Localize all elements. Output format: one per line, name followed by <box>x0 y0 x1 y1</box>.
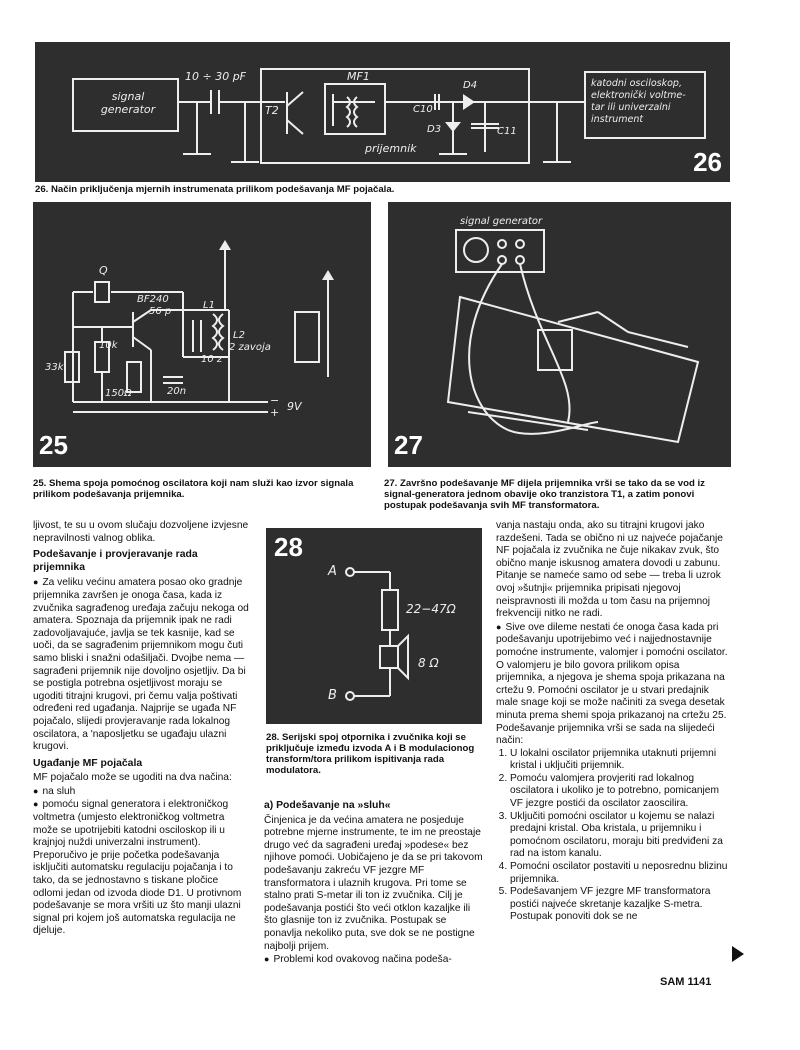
figure-26-caption: 26. Način priključenja mjernih instrumenata prilikom podešavanja MF pojačala. <box>35 184 395 195</box>
column-1 <box>33 520 251 938</box>
paragraph: Preporučivo je prije početka podešavanja isključiti automatsku regulaciju pojačanja i to tako, da se jednostavno s tiskane pločice odlomi jedan od izvoda diode D1. U protivnom podešavanje se mora vršiti uz što manji ulazni signal pri kojem još automatska regulacija ne djeluje. <box>33 849 242 937</box>
figure-28 <box>266 528 482 724</box>
coupling-capacitor-label: 10 ÷ 30 pF <box>185 70 247 83</box>
bullet-item: ● pomoću signal generatora i elektroničkog voltmetra (umjesto elektroničkog voltmetra može se upotrijebiti katodni osciloskop ili u krajnjoj nuždi univerzalni instrument). <box>33 798 251 849</box>
speaker-impedance-label: 8 Ω <box>418 656 439 670</box>
list-item: 2. Pomoću valomjera provjeriti rad lokalnog oscilatora i ukoliko je to potrebno, pomicanjem VF jezgre postići da oscilator zaoscilira. <box>510 773 728 811</box>
figure-28-caption: 28. Serijski spoj otpornika i zvučnika koji se priključuje između izvoda A i B modulacionog transform/tora prilikom ispitivanja rada modulatora. <box>266 732 475 776</box>
paragraph: vanja nastaju onda, ako su titrajni krugovi jako razdešeni. Tada se obično ni uz najveće pojačanje NF pojačala iz zvučnika ne čuje nikakav zvuk, što obično manje iskusnog amatera dovodi u zabunu. Pitanje se nameće samo od sebe — treba li uzrok ovoj »šutnji« prijemnika pripisati njegovoj neispravnosti ili možda u tom času na prijemnoj frekvenciji nitko ne radi. <box>496 520 723 620</box>
voltage-label: 9V <box>287 400 302 413</box>
signal-generator-label-27: signal generator <box>460 216 543 227</box>
instrument-line: tar ili univerzalni <box>591 102 671 113</box>
figure-25-number: 25 <box>39 430 68 460</box>
c11-label: C11 <box>497 126 517 137</box>
d3-label: D3 <box>427 124 442 135</box>
paragraph: ● Sive ove dileme nestati će onoga časa kada pri podešavanju upotrijebimo već i najjednostavnije pomoćne instrumente, valomjer i pomoćni oscilator. O valomjeru je bilo govora prilikom opisa prijemnika, a njegova je shema spoja prikazana na crtežu 9. Pomoćni oscilator je u stvari predajnik male snage koji se može načiniti za svega desetak minuta prema shemi spoja prikazanoj na crtežu 25. Podešavanje prijemnika vrši se sada na slijedeći način: <box>496 621 728 748</box>
c56-label: 56 p <box>149 306 172 317</box>
list-item: 1. U lokalni oscilator prijemnika utaknuti prijemni kristal i uključiti prijemnik. <box>510 748 728 773</box>
paragraph: Činjenica je da većina amatera ne posjeduje potrebne mjerne instrumente, te im ne preostaje drugo već da sagrađeni uređaj »podese« bez njihove pomoći. Uobičajeno je da se pri takovom podešavanju zakreću VF jezgre MF transformatora i ulaznih krugova. Pri tome se stalno prati S-metar ili ton iz zvučnika. Cilj je podešavanja postići što veći otklon kazaljke ili što glasnije ton iz zvučnika. Postupak se ponavlja nekoliko puta, sve dok se ne postigne najbolji prijem. <box>264 814 483 952</box>
figure-25-caption: 25. Shema spoja pomoćnog oscilatora koji nam služi kao izvor signala prilikom podešavanja prijemnika. <box>33 478 354 500</box>
section-heading: a) Podešavanje na »sluh« <box>264 800 391 811</box>
page-number: SAM 1141 <box>660 976 712 988</box>
instrument-line: katodni osciloskop, <box>591 78 682 89</box>
column-2 <box>264 796 484 967</box>
instrument-line: elektronički voltme- <box>591 90 686 101</box>
procedure-list <box>496 748 728 924</box>
paragraph: MF pojačalo može se ugoditi na dva načina: <box>33 772 232 784</box>
terminal-a-label: A <box>328 564 337 579</box>
c10-label: C10 <box>413 104 433 115</box>
figure-27-number: 27 <box>394 430 423 460</box>
receiver-label: prijemnik <box>365 142 417 155</box>
list-item: 3. Uključiti pomoćni oscilator u kojemu se nalazi predajni kristal. Oba kristala, u prijemniku i pomoćnom oscilatoru, moraju biti predviđeni za rad na istom kanalu. <box>510 811 728 861</box>
c10z-label: 10 z <box>201 354 223 365</box>
r10k-label: 10k <box>99 340 118 351</box>
bullet-item: ● na sluh <box>33 785 251 799</box>
figure-25-schematic <box>33 202 371 467</box>
figure-28-number: 28 <box>274 532 303 562</box>
paragraph: ● Problemi kod ovakovog načina podeša- <box>264 953 484 967</box>
section-heading: Ugađanje MF pojačala <box>33 757 143 769</box>
column-3 <box>496 520 728 924</box>
l2-label: L2 <box>233 330 245 341</box>
section-heading: Podešavanje i provjeravanje rada prijemnika <box>33 549 198 573</box>
c20n-label: 20n <box>167 386 187 397</box>
paragraph: ljivost, te su u ovom slučaju dozvoljene izvjesne nepravilnosti valnog oblika. <box>33 520 249 544</box>
list-item: 5. Podešavanjem VF jezgre MF transformatora postići najveće skretanje kazaljke S-metra. Postupak ponoviti dok se ne <box>510 886 728 924</box>
mf1-label: MF1 <box>347 70 370 83</box>
r150-label: 150Ω <box>105 388 132 399</box>
plus-label: + <box>270 406 280 419</box>
figure-26-number: 26 <box>693 147 722 177</box>
figure-26 <box>35 42 730 182</box>
bf240-label: BF240 <box>137 294 169 305</box>
terminal-b-label: B <box>328 688 337 703</box>
turns-label: 2 zavoja <box>229 342 271 353</box>
figure-25 <box>33 202 371 467</box>
figure-27-illustration <box>388 202 731 467</box>
resistor-value-label: 22−47Ω <box>406 602 456 616</box>
crystal-q-label: Q <box>99 264 108 277</box>
transistor-t2-label: T2 <box>265 104 279 117</box>
l1-label: L1 <box>203 300 215 311</box>
continue-arrow-icon <box>732 946 744 962</box>
instrument-line: instrument <box>591 114 644 125</box>
d4-label: D4 <box>463 80 478 91</box>
signal-generator-label: signal generator <box>100 90 156 116</box>
list-item: 4. Pomoćni oscilator postaviti u neposrednu blizinu prijemnika. <box>510 861 728 886</box>
r33k-label: 33k <box>45 362 64 373</box>
minus-label: − <box>270 394 280 407</box>
figure-27 <box>388 202 731 467</box>
instrument-label <box>591 78 703 126</box>
figure-27-caption: 27. Završno podešavanje MF dijela prijemnika vrši se tako da se vod iz signal-generatora jednom obavije oko tranzistora T1, a zatim ponovi postupak podešavanja svih MF transformatora. <box>384 478 705 511</box>
paragraph: ● Za veliku većinu amatera posao oko gradnje prijemnika završen je onoga časa, kada iz zvučnika sagrađenog uređaja začuju nekoga od amatera. Spoznaja da prijemnik ipak ne radi zadovoljavajuće, javlja se tek kasnije, kad se uoči, da se sagrađenim prijemnikom mogu čuti samo bliski i snažni odašiljači. Dvojbe nema — sagrađeni prijemnik nije dovoljno osjetljiv. Da bi se postigla potrebna osjetljivost moraju se ugoditi titrajni krugovi, pri čemu valja poštivati određeni red ugađanja. Najprije se ugađa NF pojačalo, slijedi provjeravanje rada lokalnog oscilatora, a 'naposljetku se ugađaju ulazni krugovi. <box>33 576 251 753</box>
